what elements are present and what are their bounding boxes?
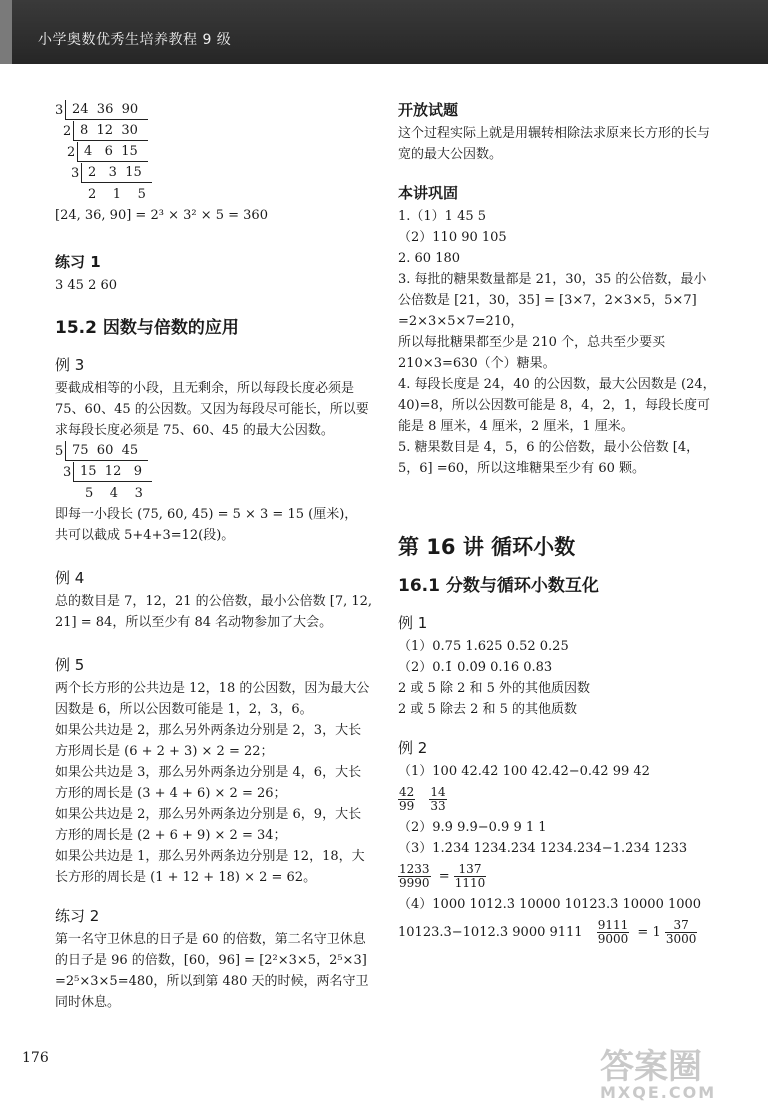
equals-sign: = [637,925,649,940]
open-heading: 开放试题 [398,101,459,119]
ex1-line4: 2 或 5 除去 2 和 5 的其他质数 [398,702,578,717]
division-row [55,121,373,142]
review-1a: 1.（1）1 45 5 [398,209,487,224]
practice2-text: 第一名守卫休息的日子是 60 的倍数，第二名守卫休息的日子是 96 的倍数，[60，96] = [2²×3×5，2⁵×3] =2⁵×3×5=480，所以到第 480 天的时候，两名守卫同时休息。 [55,932,369,1010]
quotients: 2 1 5 [88,187,146,202]
ex4-heading: 例 4 [55,569,85,587]
divisor: 5 [55,444,64,459]
fraction: $\frac{14}{33}$ [430,785,446,813]
ex1-line2: （2）0.1̇ 0.0̇9̇ 0.16̇ 0.83̇ [398,660,553,675]
ex2-heading: 例 2 [398,739,428,757]
division-result [55,483,373,504]
division-result [55,184,373,205]
fraction: $\frac{9111}{9000}$ [597,918,629,946]
practice1-answer: 3 45 2 60 [55,278,118,293]
ex5-case3: 如果公共边是 2，那么另外两条边分别是 6，9，大长方形的周长是 (2 + 6 + 9) × 2 = 34； [55,807,362,843]
dividends: 8 12 30 [73,121,148,141]
ex1-line3: 2 或 5 除 2 和 5 外的其他质因数 [398,681,591,696]
review-4: 4. 每段长度是 24，40 的公因数，最大公因数是 (24，40)=8，所以公因数可能是 8，4，2，1，每段长度可能是 8 厘米，4 厘米，2 厘米，1 厘米。 [398,377,716,434]
division-ladder-2 [55,441,373,504]
fraction: $\frac{37}{3000}$ [665,918,697,946]
watermark-title: 答案圈 [600,1047,702,1087]
right-column [398,100,716,950]
header-tab [0,0,12,64]
division-row [55,100,373,121]
header-bar [0,0,768,64]
quotients: 5 4 3 [85,486,143,501]
ex3-line1: 即每一小段长 (75, 60, 45) = 5 × 3 = 15 (厘米)， [55,507,358,522]
review-heading: 本讲巩固 [398,184,459,202]
ex1-heading: 例 1 [398,614,428,632]
equals-sign: = [438,869,450,884]
division-ladder-1 [55,100,373,205]
dividends: 24 36 90 [65,100,148,120]
watermark-url: MXQE.COM [600,1083,717,1102]
review-1b: （2）110 90 105 [398,230,507,245]
page-number: 176 [22,1050,49,1066]
ex5-text: 两个长方形的公共边是 12，18 的公因数，因为最大公因数是 6，所以公因数可能是 1，2，3，6。 [55,681,370,717]
ex2-line3: （3）1.2̇34̇ 1234.2̇34̇ 1234.2̇34̇−1.2̇34̇ 1233 [398,841,688,856]
division-row [55,163,373,184]
divisor: 3 [63,465,72,480]
dividends: 75 60 45 [65,441,148,461]
ex5-case1: 如果公共边是 2，那么另外两条边分别是 2，3，大长方形周长是 (6 + 2 + 3) × 2 = 22； [55,723,362,759]
ex2-line5: 10123.3̇−1012.3̇ 9000 9111 [398,925,583,940]
ex2-fraction-row-2 [398,863,716,890]
fraction: $\frac{1233}{9990}$ [399,862,430,890]
ex1-line1: （1）0.75 1.625 0.52 0.25 [398,639,569,654]
division-row [55,462,373,483]
review-3: 3. 每批的糖果数量都是 21，30，35 的公倍数，最小公倍数是 [21，30，35] = [3×7，2×3×5，5×7] =2×3×5×7=210， [398,272,707,329]
mixed-whole: 1 [652,925,661,940]
divisor: 2 [67,145,76,160]
dividends: 2 3 15 [81,163,152,183]
dividends: 4 6 15 [77,142,148,162]
ex3-text: 要截成相等的小段，且无剩余，所以每段长度必须是 75、60、45 的公因数。又因为每段尽可能长，所以要求每段长度必须是 75、60、45 的最大公因数。 [55,381,369,438]
divisor: 3 [71,166,80,181]
ex4-text: 总的数目是 7，12，21 的公倍数，最小公倍数 [7, 12, 21] = 84，所以至少有 84 名动物参加了大会。 [55,594,373,630]
ex2-final-row [398,919,716,946]
practice1-heading: 练习 1 [55,253,101,271]
ex2-line4: （4）1000 1012.3̇ 10000 10123.3̇ 10000 1000 [398,897,702,912]
ex3-line2: 共可以截成 5+4+3=12(段)。 [55,528,235,543]
ex5-case2: 如果公共边是 3，那么另外两条边分别是 4，6，大长方形的周长是 (3 + 4 + 6) × 2 = 26； [55,765,362,801]
practice2-heading: 练习 2 [55,907,100,925]
review-3b: 所以每批糖果都至少是 210 个，总共至少要买 210×3=630（个）糖果。 [398,335,666,371]
dividends: 15 12 9 [73,462,152,482]
division-row [55,142,373,163]
section-16-1-title: 16.1 分数与循环小数互化 [398,576,599,596]
ex2-line2: （2）9.9̇ 9.9̇−0.9̇ 9 1 1 [398,820,547,835]
left-column [55,100,373,1013]
chapter-title: 第 16 讲 循环小数 [398,535,576,559]
divisor: 2 [63,124,72,139]
review-5: 5. 糖果数目是 4，5，6 的公倍数，最小公倍数 [4，5，6] =60，所以这堆糖果至少有 60 颗。 [398,440,700,476]
ex3-heading: 例 3 [55,356,85,374]
review-2: 2. 60 180 [398,251,461,266]
fraction: $\frac{137}{1110}$ [454,862,486,890]
watermark-logo [600,1047,760,1106]
section-15-2-title: 15.2 因数与倍数的应用 [55,318,239,338]
ex2-fraction-row-1 [398,786,716,813]
divisor: 3 [55,103,64,118]
open-text: 这个过程实际上就是用辗转相除法求原来长方形的长与宽的最大公因数。 [398,126,711,162]
division-row [55,441,373,462]
ex5-case4: 如果公共边是 1，那么另外两条边分别是 12，18，大长方形的周长是 (1 + 12 + 18) × 2 = 62。 [55,849,365,885]
header-title: 小学奥数优秀生培养教程 9 级 [38,32,232,48]
ex5-heading: 例 5 [55,656,85,674]
fraction: $\frac{42}{99}$ [399,785,415,813]
lcm-line: [24, 36, 90] = 2³ × 3² × 5 = 360 [55,208,268,223]
ex2-line1: （1）100 42.4̇2̇ 100 42.4̇2̇−0.4̇2̇ 99 42 [398,764,650,779]
